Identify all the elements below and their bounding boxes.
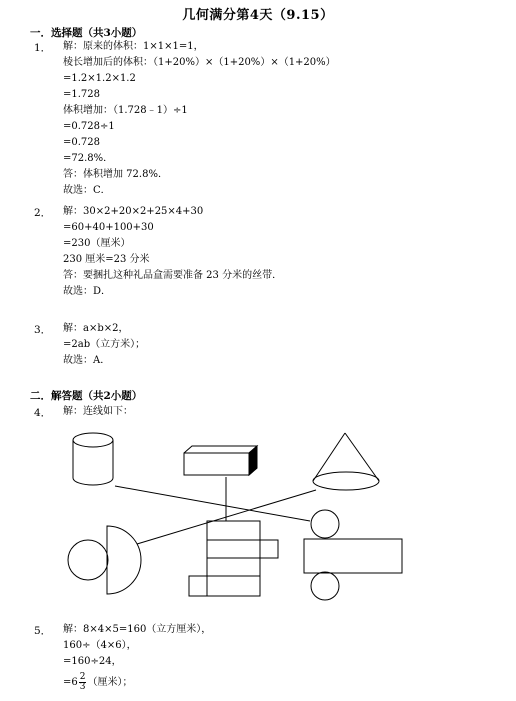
question-number-4: 4． xyxy=(34,407,52,419)
solution-line: 解：a×b×2， xyxy=(63,323,129,334)
solution-line: 160÷（4×6）， xyxy=(63,640,137,651)
solution-line: =1.2×1.2×1.2 xyxy=(63,73,136,84)
solution-line: =2ab（立方米）； xyxy=(63,339,146,350)
question-number-2: 2． xyxy=(34,207,52,219)
connecting-lines xyxy=(115,477,316,544)
solution-line: 答：要捆扎这种礼品盒需要准备 23 分米的丝带． xyxy=(63,270,283,281)
solution-line: =0.728 xyxy=(63,137,101,148)
question-number-5: 5． xyxy=(34,625,52,637)
solution-line: 体积增加：（1.728﹣1）÷1 xyxy=(63,105,188,116)
cuboid-net xyxy=(189,521,278,596)
cone-net xyxy=(68,526,141,594)
solution-line: 故选：A． xyxy=(63,355,111,366)
fraction xyxy=(79,673,87,692)
solution-line: 230 厘米=23 分米 xyxy=(63,254,150,265)
solution-line: =60+40+100+30 xyxy=(63,222,154,233)
page-title: 几何满分第4天（9.15） xyxy=(182,8,334,23)
solution-line: 故选：D． xyxy=(63,286,112,297)
solution-line: =230（厘米） xyxy=(63,238,131,249)
section-heading-choice: 一．选择题（共3小题） xyxy=(30,27,143,39)
solution-line: =0.728÷1 xyxy=(63,121,115,132)
cone-shape xyxy=(313,433,379,490)
cuboid-shape xyxy=(184,446,257,475)
solution-line: 故选：C． xyxy=(63,185,111,196)
cylinder-net xyxy=(304,510,402,600)
fraction-denominator: 3 xyxy=(79,682,86,692)
solution-line: =1.728 xyxy=(63,89,101,100)
fraction-numerator: 2 xyxy=(79,672,86,682)
cylinder-shape xyxy=(73,433,113,485)
solution-line: 答：体积增加 72.8%． xyxy=(63,169,168,180)
solution-line: =160÷24， xyxy=(63,656,122,667)
fraction-prefix: =6 xyxy=(63,677,78,688)
question-number-3: 3． xyxy=(34,324,52,336)
solution-line: =72.8%． xyxy=(63,153,114,164)
solution-line: 棱长增加后的体积：（1+20%）×（1+20%）×（1+20%） xyxy=(63,57,336,68)
solution-line: 解：原来的体积：1×1×1=1， xyxy=(63,41,204,52)
solution-line: 解：连线如下： xyxy=(63,406,133,417)
solution-line-fraction xyxy=(63,673,132,692)
section-heading-answers: 二．解答题（共2小题） xyxy=(30,390,143,402)
question-number-1: 1． xyxy=(34,42,52,54)
solution-line: 解：30×2+20×2+25×4+30 xyxy=(63,206,204,217)
fraction-suffix: （厘米）； xyxy=(87,677,133,688)
solution-line: 解：8×4×5=160（立方厘米）， xyxy=(63,624,212,635)
